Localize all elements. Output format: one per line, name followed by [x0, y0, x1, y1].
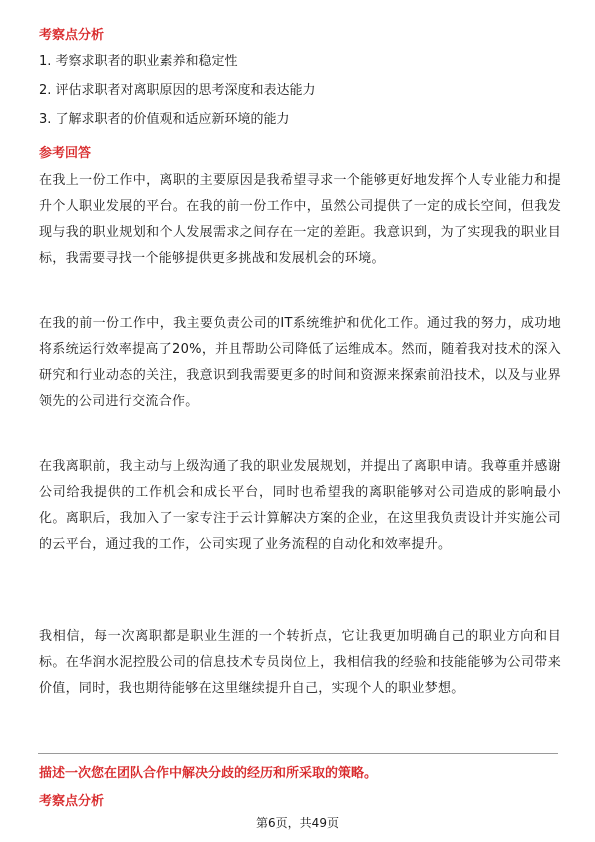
section-title-analysis: 考察点分析: [39, 28, 105, 43]
page-number: 第6页，共49页: [256, 816, 339, 830]
section-title-analysis-next: 考察点分析: [39, 794, 105, 809]
analysis-item-2: 2. 评估求职者对离职原因的思考深度和表达能力: [39, 83, 316, 98]
section-divider: [38, 753, 558, 754]
answer-paragraph-1: 在我上一份工作中，离职的主要原因是我希望寻求一个能够更好地发挥个人专业能力和提升个人职业发展的平台。在我的前一份工作中，虽然公司提供了一定的成长空间，但我发现与我的职业规划和个人发展需求之间存在一定的差距。我意识到，为了实现我的职业目标，我需要寻找一个能够提供更多挑战和发展机会的环境。: [39, 173, 561, 266]
answer-paragraph-2: 在我的前一份工作中，我主要负责公司的IT系统维护和优化工作。通过我的努力，成功地将系统运行效率提高了20%，并且帮助公司降低了运维成本。然而，随着我对技术的深入研究和行业动态的关注，我意识到我需要更多的时间和资源来探索前沿技术，以及与业界领先的公司进行交流合作。: [39, 316, 561, 409]
analysis-item-1: 1. 考察求职者的职业素养和稳定性: [39, 54, 238, 69]
answer-paragraph-3: 在我离职前，我主动与上级沟通了我的职业发展规划，并提出了离职申请。我尊重并感谢公司给我提供的工作机会和成长平台，同时也希望我的离职能够对公司造成的影响最小化。离职后，我加入了一家专注于云计算解决方案的企业，在这里我负责设计并实施公司的云平台，通过我的工作，公司实现了业务流程的自动化和效率提升。: [39, 459, 561, 552]
analysis-item-3: 3. 了解求职者的价值观和适应新环境的能力: [39, 112, 290, 127]
section-title-answer: 参考回答: [39, 146, 92, 161]
answer-paragraph-4: 我相信，每一次离职都是职业生涯的一个转折点，它让我更加明确自己的职业方向和目标。在华润水泥控股公司的信息技术专员岗位上，我相信我的经验和技能能够为公司带来价值，同时，我也期待能够在这里继续提升自己，实现个人的职业梦想。: [39, 629, 561, 696]
next-question: 描述一次您在团队合作中解决分歧的经历和所采取的策略。: [39, 766, 378, 781]
